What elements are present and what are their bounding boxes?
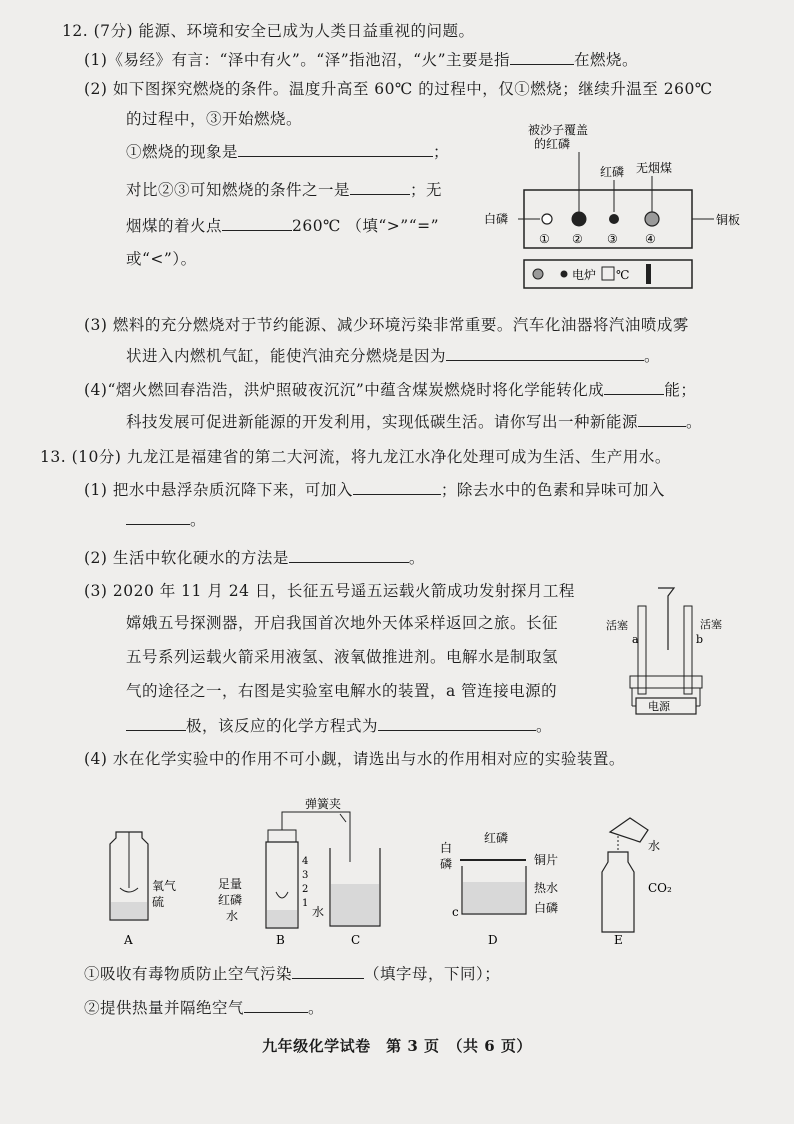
q13-heading: 13. (10分) 九龙江是福建省的第二大河流，将九龙江水净化处理可成为生活、生产用水。 — [40, 448, 671, 466]
stopcock-label-left: 活塞 — [606, 619, 628, 632]
tube-b-label: b — [696, 633, 704, 646]
q13-part4: (4) 水在化学实验中的作用不可小觑，请选出与水的作用相对应的实验装置。 — [84, 750, 625, 768]
marker-4: ④ — [645, 232, 656, 246]
tube-a-label: a — [632, 633, 639, 646]
answer-blank[interactable] — [126, 508, 190, 525]
marker-3: ③ — [607, 232, 618, 246]
water-label-e: 水 — [648, 839, 661, 853]
label-e: E — [614, 933, 623, 947]
q13-part3-line3: 五号系列运载火箭采用液氢、液氧做推进剂。电解水是制取氢 — [126, 648, 559, 666]
sulfur-label: 硫 — [152, 895, 165, 909]
electrolysis-apparatus-diagram — [602, 580, 752, 720]
covered-red-p-label-2: 的红磷 — [534, 137, 571, 151]
red-p-label-d: 红磷 — [484, 831, 509, 845]
experiment-apparatus-row — [100, 792, 700, 950]
q12-part2-ignition: 烟煤的着火点 260℃ （填“>”“=” — [126, 214, 439, 237]
power-label: 电源 — [648, 700, 670, 713]
answer-blank[interactable] — [604, 378, 664, 395]
scale-mark-1: 1 — [302, 898, 309, 909]
red-phosphorus — [609, 214, 619, 224]
scale-mark-2: 2 — [302, 884, 309, 895]
copper-label: 铜板 — [716, 213, 741, 227]
label-d: D — [488, 933, 498, 947]
q13-part1-line2: 。 — [126, 508, 206, 531]
apparatus-c — [312, 848, 380, 947]
answer-blank[interactable] — [292, 962, 364, 979]
tube-b — [684, 606, 692, 694]
q12-part1: (1)《易经》有言：“泽中有火”。“泽”指池沼，“火”主要是指 在燃烧。 — [84, 48, 638, 71]
marker-2: ② — [572, 232, 583, 246]
q12-part2-line1: (2) 如下图探究燃烧的条件。温度升高至 60℃ 的过程中，仅①燃烧；继续升温至 260℃ — [84, 80, 713, 98]
q13-part3-line2: 嫦娥五号探测器，开启我国首次地外天体采样返回之旅。长征 — [126, 614, 559, 632]
red-p-amount-label: 足量 — [218, 877, 243, 891]
q13-answer2: ②提供热量并隔绝空气 。 — [84, 996, 324, 1019]
q12-heading: 12. (7分) 能源、环境和安全已成为人类日益重视的问题。 — [62, 22, 475, 40]
answer-blank[interactable] — [510, 48, 574, 65]
label-b: B — [276, 933, 285, 947]
q13-part3-line5: 极，该反应的化学方程式为 。 — [126, 714, 552, 737]
answer-blank[interactable] — [238, 140, 433, 157]
covered-red-p-label: 被沙子覆盖 — [528, 123, 589, 137]
anthracite-coal — [645, 212, 659, 226]
stove-indicator-icon — [561, 271, 568, 278]
hot-water-label: 热水 — [534, 881, 559, 895]
q13-answer1: ①吸收有毒物质防止空气污染 （填字母，下同）； — [84, 962, 500, 985]
water-label-c: 水 — [312, 905, 325, 919]
combustion-apparatus-diagram — [482, 112, 752, 298]
q13-part3-line4: 气的途径之一，右图是实验室电解水的装置，a 管连接电源的 — [126, 682, 558, 700]
apparatus-e — [602, 818, 672, 947]
q12-part4-line1: (4)“熠火燃回春浩浩，洪炉照破夜沉沉”中蕴含煤炭燃烧时将化学能转化成 能； — [84, 378, 696, 401]
electric-stove — [524, 260, 692, 288]
coal-label: 无烟煤 — [636, 161, 673, 175]
q12-part2-phenomenon: ①燃烧的现象是 ； — [126, 140, 449, 163]
q13-part3-line1: (3) 2020 年 11 月 24 日，长征五号遥五运载火箭成功发射探月工程 — [84, 582, 575, 600]
q12-part3-line1: (3) 燃料的充分燃烧对于节约能源、减少环境污染非常重要。汽车化油器将汽油喷成雾 — [84, 316, 689, 334]
q12-part2-or: 或“<”）。 — [126, 250, 197, 268]
spring-clip-label: 弹簧夹 — [305, 797, 342, 811]
marker-1: ① — [539, 232, 550, 246]
q12-part4-line2: 科技发展可促进新能源的开发利用，实现低碳生活。请你写出一种新能源 。 — [126, 410, 702, 433]
stove-label: 电炉 — [572, 268, 597, 282]
white-p-label-d-2: 磷 — [440, 857, 453, 871]
answer-blank[interactable] — [222, 214, 292, 231]
copper-sheet-label: 铜片 — [534, 853, 559, 867]
white-p-label: 白磷 — [484, 212, 509, 226]
apparatus-a — [110, 832, 176, 947]
red-p-label: 红磷 — [600, 165, 625, 179]
white-phosphorus — [542, 214, 552, 224]
white-p-under-water-label: 白磷 — [534, 901, 559, 915]
white-p-label-d: 白 — [440, 841, 453, 855]
water-label-b: 水 — [226, 909, 239, 923]
answer-blank[interactable] — [126, 714, 186, 731]
u-tube-base — [630, 676, 702, 688]
page-footer: 九年级化学试卷 第 3 页 （共 6 页） — [262, 1037, 532, 1055]
q13-part1-line1: (1) 把水中悬浮杂质沉降下来，可加入 ；除去水中的色素和异味可加入 — [84, 478, 665, 501]
stove-knob-icon — [533, 269, 543, 279]
scale-mark-4: 4 — [302, 856, 309, 867]
q12-part2-line2: 的过程中，③开始燃烧。 — [126, 110, 303, 128]
answer-blank[interactable] — [378, 714, 536, 731]
q12-part2-condition: 对比②③可知燃烧的条件之一是 ；无 — [126, 178, 442, 201]
tube-a — [638, 606, 646, 694]
answer-blank[interactable] — [350, 178, 410, 195]
answer-blank[interactable] — [353, 478, 441, 495]
label-c: C — [351, 933, 361, 947]
temperature-display — [602, 267, 614, 280]
covered-red-phosphorus — [572, 212, 586, 226]
q13-part2: (2) 生活中软化硬水的方法是 。 — [84, 546, 425, 569]
label-a: A — [124, 933, 133, 947]
red-p-label-b: 红磷 — [218, 893, 243, 907]
q12-part3-line2: 状进入内燃机气缸，能使汽油充分燃烧是因为 。 — [126, 344, 660, 367]
marker-c: c — [452, 905, 459, 919]
answer-blank[interactable] — [446, 344, 644, 361]
stove-switch-icon — [646, 264, 651, 284]
apparatus-d — [440, 830, 558, 947]
answer-blank[interactable] — [289, 546, 409, 563]
answer-blank[interactable] — [244, 996, 308, 1013]
degree-label: ℃ — [616, 268, 630, 282]
stopcock-label-right: 活塞 — [700, 618, 722, 631]
answer-blank[interactable] — [638, 410, 686, 427]
funnel-icon — [658, 588, 674, 650]
co2-label: CO₂ — [648, 881, 672, 895]
oxygen-label: 氧气 — [152, 879, 177, 893]
scale-mark-3: 3 — [302, 870, 309, 881]
